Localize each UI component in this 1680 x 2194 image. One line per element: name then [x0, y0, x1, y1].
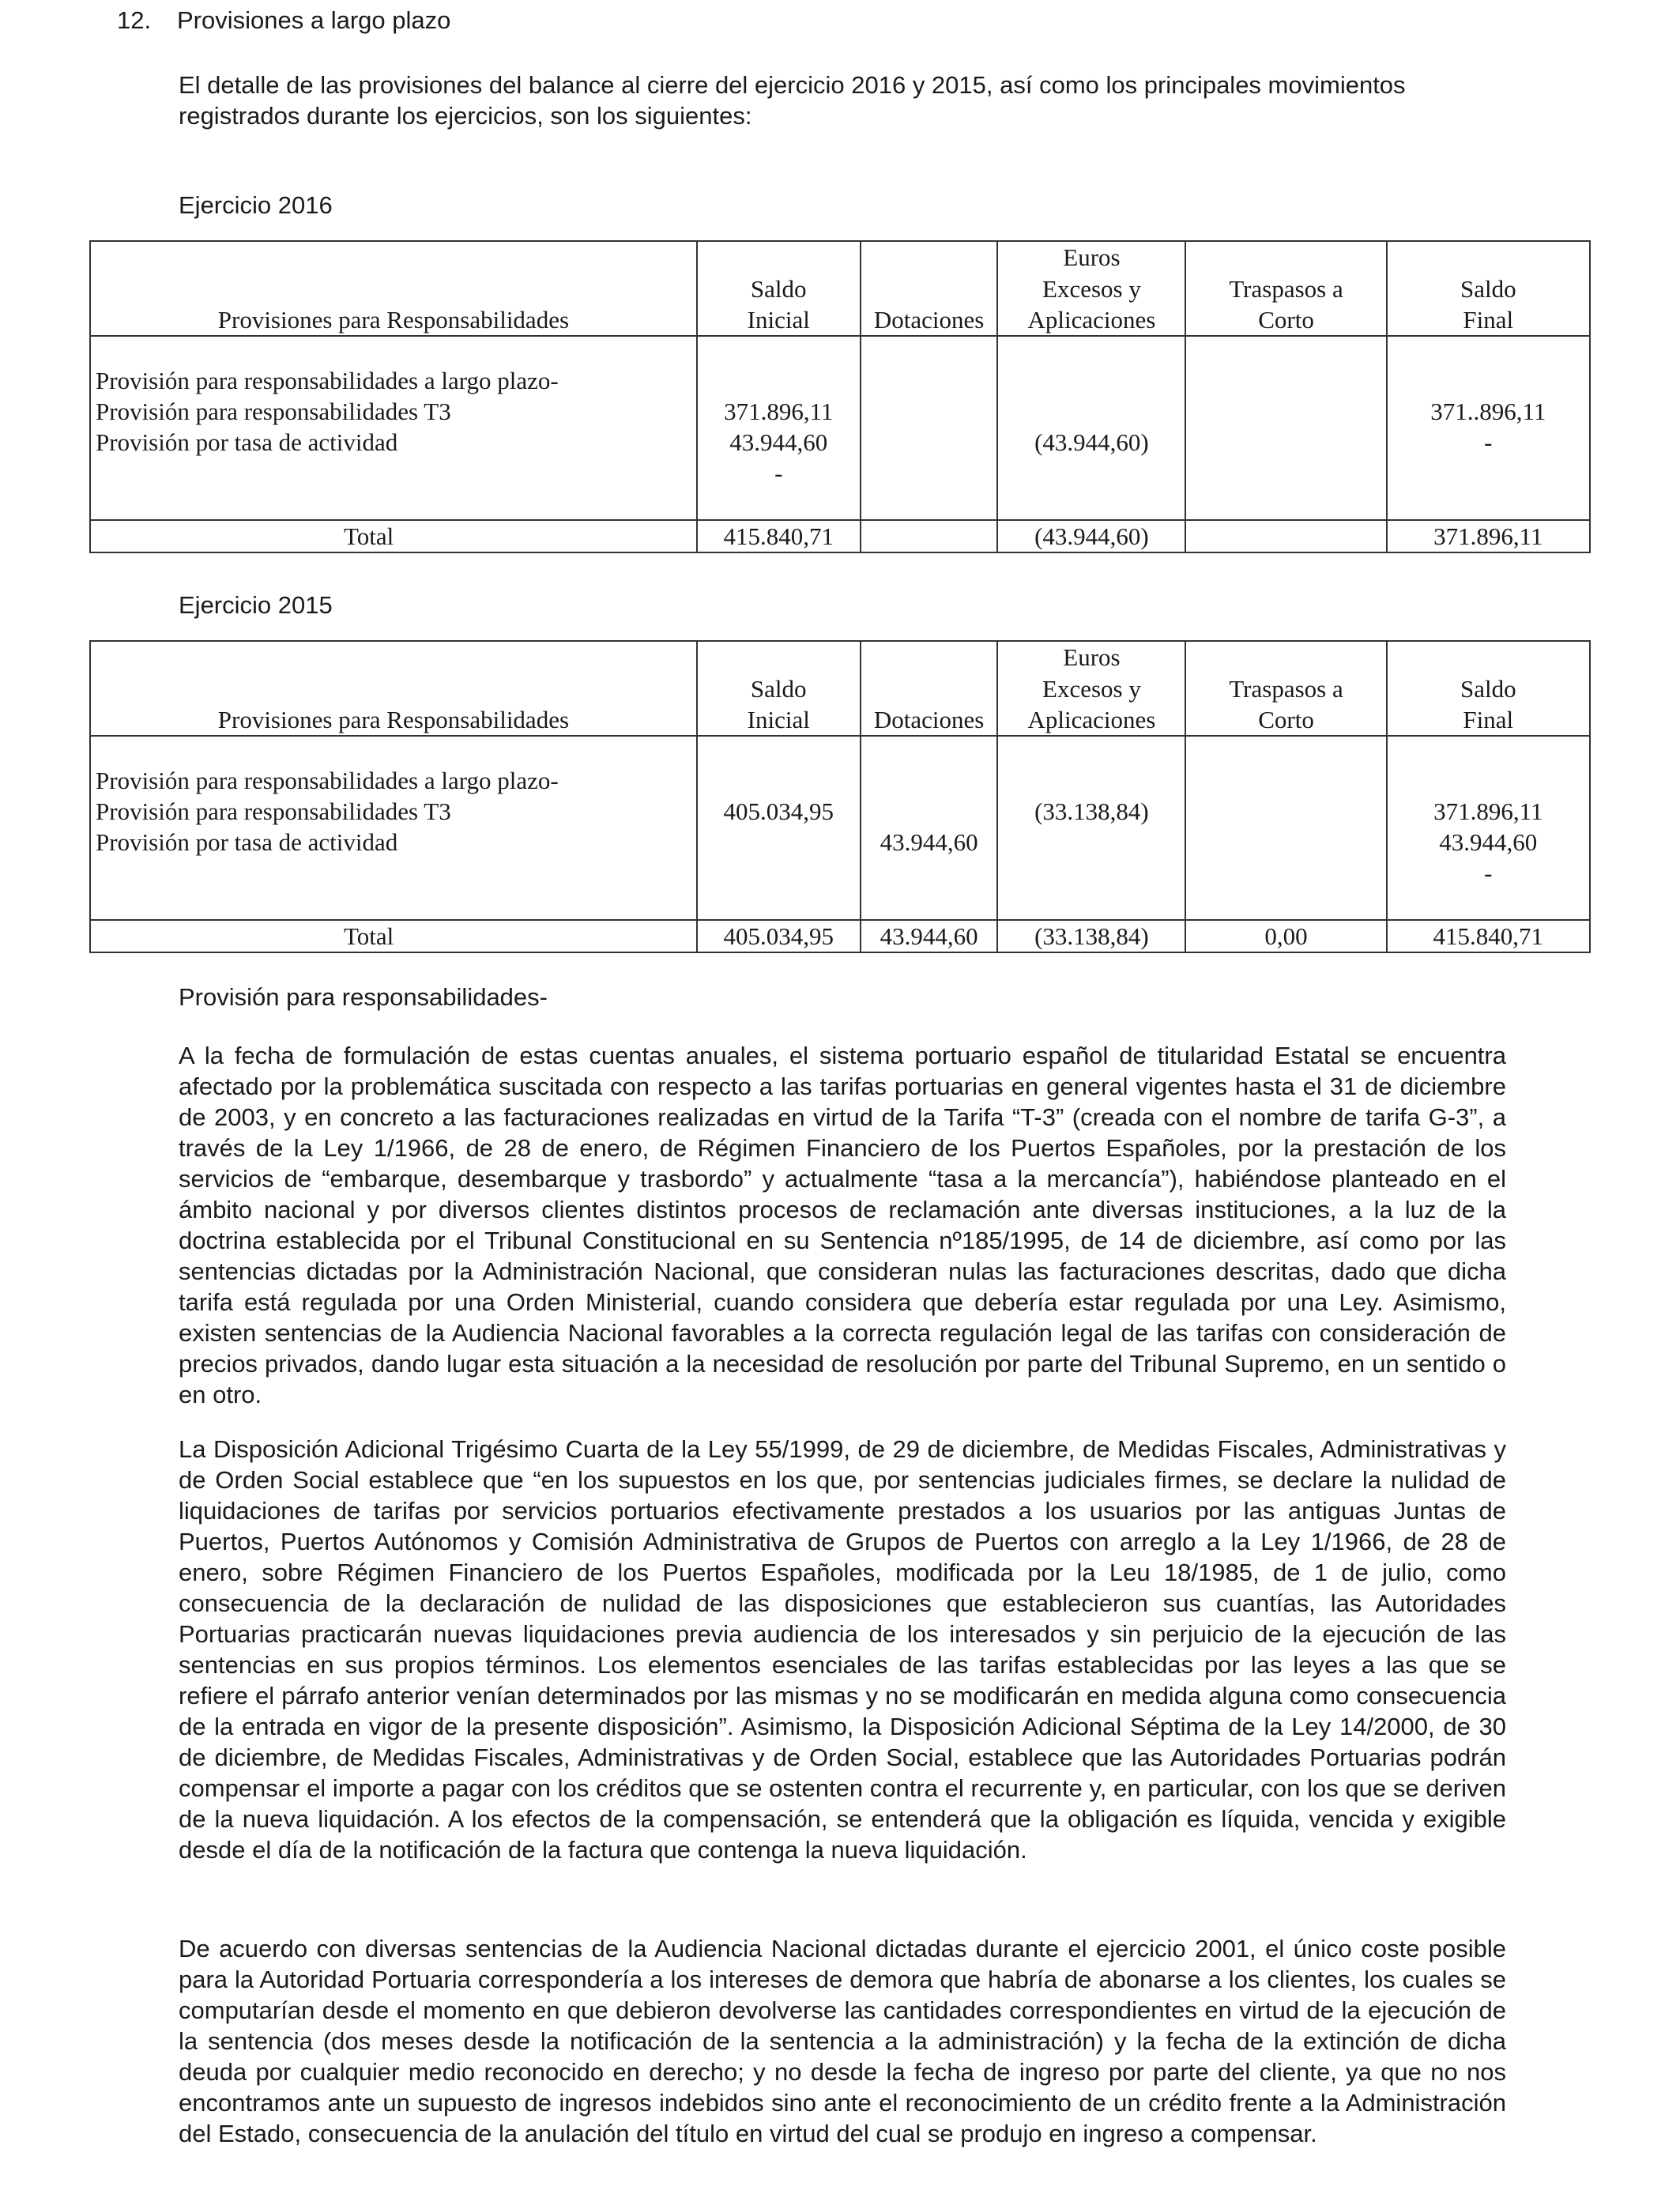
total-excesos: (33.138,84): [997, 920, 1185, 952]
value: -: [774, 459, 783, 487]
header-excesos-label: Excesos y Aplicaciones: [1027, 275, 1156, 334]
value: (33.138,84): [1034, 797, 1149, 825]
header-concept: Provisiones para Responsabilidades: [90, 641, 697, 736]
value: [866, 796, 993, 827]
value: [1003, 396, 1180, 427]
header-saldo-final: Saldo Final: [1387, 241, 1590, 336]
concept-item: Provisión para responsabilidades T3: [96, 398, 451, 425]
saldo-final-cell: [1387, 336, 1590, 520]
section-number: 12.: [117, 6, 152, 34]
table-total-row: [90, 920, 1590, 952]
value: [1392, 765, 1584, 796]
value: [703, 765, 855, 796]
header-saldo-final: Saldo Final: [1387, 641, 1590, 736]
paragraph: La Disposición Adicional Trigésimo Cuarta de la Ley 55/1999, de 29 de diciembre, de Medidas Fiscales, Administrativas y de Orden Social establece que “en los supuestos en los que, por sentencias judiciales firmes, se declare la nulidad de liquidaciones de tarifas por servicios portuarios efectivamente prestados a los usuarios por las antiguas Juntas de Puertos, Puertos Autónomos y Comisión Administrativa de Grupos de Puertos con arreglo a la Ley 1/1966, de 28 de enero, sobre Régimen Financiero de los Puertos Españoles, modificada por la Leu 18/1985, de 1 de julio, como consecuencia de la declaración de nulidad de las disposiciones que establecieron sus cuantías, las Autoridades Portuarias practicarán nuevas liquidaciones previa audiencia de los interesados y sin perjuicio de la ejecución de las sentencias en sus propios términos. Los elementos esenciales de las tarifas establecidas por las leyes a las que se refiere el párrafo anterior venían determinados por las mismas y no se modificarán en medida alguna como consecuencia de la entrada en vigor de la presente disposición”. Asimismo, la Disposición Adicional Séptima de la Ley 14/2000, de 30 de diciembre, de Medidas Fiscales, Administrativas y de Orden Social, establece que las Autoridades Portuarias podrán compensar el importe a pagar con los créditos que se ostenten contra el recurrente y, en particular, con los que se deriven de la nueva liquidación. A los efectos de la compensación, se entenderá que la obligación es líquida, vencida y exigible desde el día de la notificación de la factura que contenga la nueva liquidación.: [179, 1435, 1506, 1864]
table-header-row: [90, 241, 1590, 336]
value: 371..896,11: [1430, 398, 1546, 425]
provisions-table-2016: [89, 240, 1591, 553]
dotaciones-cell: [861, 336, 998, 520]
value: [1003, 765, 1180, 796]
value: -: [1484, 859, 1493, 887]
total-dotaciones: [861, 520, 998, 552]
header-excesos: [997, 641, 1185, 736]
table-2015-label: Ejercicio 2015: [179, 591, 333, 619]
value: 43.944,60: [880, 828, 978, 856]
provisions-table-2015: [89, 640, 1591, 953]
paragraph: A la fecha de formulación de estas cuentas anuales, el sistema portuario español de titularidad Estatal se encuentra afectado por la problemática suscitada con respecto a las tarifas portuarias en general vigentes hasta el 31 de diciembre de 2003, y en concreto a las facturaciones realizadas en virtud de la Tarifa “T-3” (creada con el nombre de tarifa G-3”, a través de la Ley 1/1966, de 28 de enero, de Régimen Financiero de los Puertos Españoles, por la prestación de los servicios de “embarque, desembarque y trasbordo” y actualmente “tasa a la mercancía”), habiéndose planteado en el ámbito nacional y por diversos clientes distintos procesos de reclamación ante diversas instituciones, a la luz de la doctrina establecida por el Tribunal Constitucional en su Sentencia nº185/1995, de 14 de diciembre, así como por las sentencias dictadas por la Administración Nacional, que consideran nulas las facturaciones descritas, dado que dicha tarifa está regulada por una Orden Ministerial, cuando considera que debería estar regulada por una Ley. Asimismo, existen sentencias de la Audiencia Nacional favorables a la correcta regulación legal de las tarifas con consideración de precios privados, dando lugar esta situación a la necesidad de resolución por parte del Tribunal Supremo, en un sentido o en otro.: [179, 1042, 1506, 1408]
table-total-row: [90, 520, 1590, 552]
header-dotaciones: Dotaciones: [861, 641, 998, 736]
saldo-final-cell: [1387, 736, 1590, 920]
value: 43.944,60: [1439, 828, 1538, 856]
header-saldo-inicial: Saldo Inicial: [697, 241, 861, 336]
value: [866, 765, 993, 796]
header-excesos-label: Excesos y Aplicaciones: [1027, 675, 1156, 733]
concept-item: Provisión para responsabilidades a largo plazo-: [96, 367, 559, 394]
total-label: Total: [90, 520, 697, 552]
value: -: [1484, 428, 1493, 456]
value: (43.944,60): [1034, 428, 1149, 456]
value: [1392, 365, 1584, 396]
dotaciones-cell: [861, 736, 998, 920]
header-concept: Provisiones para Responsabilidades: [90, 241, 697, 336]
excesos-cell: [997, 736, 1185, 920]
header-traspasos: Traspasos a Corto: [1185, 241, 1386, 336]
value: 405.034,95: [723, 797, 834, 825]
header-traspasos: Traspasos a Corto: [1185, 641, 1386, 736]
saldo-inicial-cell: [697, 736, 861, 920]
total-saldo-inicial: 405.034,95: [697, 920, 861, 952]
header-excesos: [997, 241, 1185, 336]
value: [1003, 365, 1180, 396]
total-traspasos: [1185, 520, 1386, 552]
intro-paragraph: El detalle de las provisiones del balance al cierre del ejercicio 2016 y 2015, así como los principales movimientos registrados durante los ejercicios, son los siguientes:: [179, 71, 1406, 130]
header-saldo-inicial: Saldo Inicial: [697, 641, 861, 736]
header-dotaciones: Dotaciones: [861, 241, 998, 336]
concepts-cell: [90, 336, 697, 520]
subsection-title: Provisión para responsabilidades-: [179, 983, 548, 1011]
concept-item: Provisión por tasa de actividad: [96, 428, 398, 456]
traspasos-cell: [1185, 336, 1386, 520]
value: 371.896,11: [1433, 797, 1543, 825]
concept-item: Provisión para responsabilidades a largo plazo-: [96, 767, 559, 794]
total-dotaciones: 43.944,60: [861, 920, 998, 952]
total-saldo-inicial: 415.840,71: [697, 520, 861, 552]
saldo-inicial-cell: [697, 336, 861, 520]
value: 43.944,60: [729, 428, 828, 456]
concepts-cell: [90, 736, 697, 920]
value: 371.896,11: [724, 398, 834, 425]
section-title: Provisiones a largo plazo: [177, 6, 451, 34]
table-body-row: [90, 736, 1590, 920]
total-excesos: (43.944,60): [997, 520, 1185, 552]
total-label: Total: [90, 920, 697, 952]
total-saldo-final: 371.896,11: [1387, 520, 1590, 552]
traspasos-cell: [1185, 736, 1386, 920]
concept-item: Provisión por tasa de actividad: [96, 828, 398, 856]
value: [703, 365, 855, 396]
table-body-row: [90, 336, 1590, 520]
total-saldo-final: 415.840,71: [1387, 920, 1590, 952]
table-2016-label: Ejercicio 2016: [179, 191, 333, 219]
excesos-cell: [997, 336, 1185, 520]
paragraph: De acuerdo con diversas sentencias de la Audiencia Nacional dictadas durante el ejercicio 2001, el único coste posible para la Autoridad Portuaria correspondería a los intereses de demora que habría de abonarse a los clientes, los cuales se computarían desde el momento en que debieron devolverse las cantidades correspondientes en virtud de la ejecución de la sentencia (dos meses desde la notificación de la sentencia a la administración) y la fecha de la extinción de dicha deuda por cualquier medio reconocido en derecho; y no desde la fecha de ingreso por parte del cliente, ya que no nos encontramos ante un supuesto de ingresos indebidos sino ante el reconocimiento de un crédito frente a la Administración del Estado, consecuencia de la anulación del título en virtud del cual se produjo en ingreso a compensar.: [179, 1935, 1506, 2147]
header-euros-group: Euros: [1063, 243, 1121, 271]
total-traspasos: 0,00: [1185, 920, 1386, 952]
table-header-row: [90, 641, 1590, 736]
header-euros-group: Euros: [1063, 643, 1121, 671]
section-heading: [117, 5, 450, 36]
concept-item: Provisión para responsabilidades T3: [96, 797, 451, 825]
